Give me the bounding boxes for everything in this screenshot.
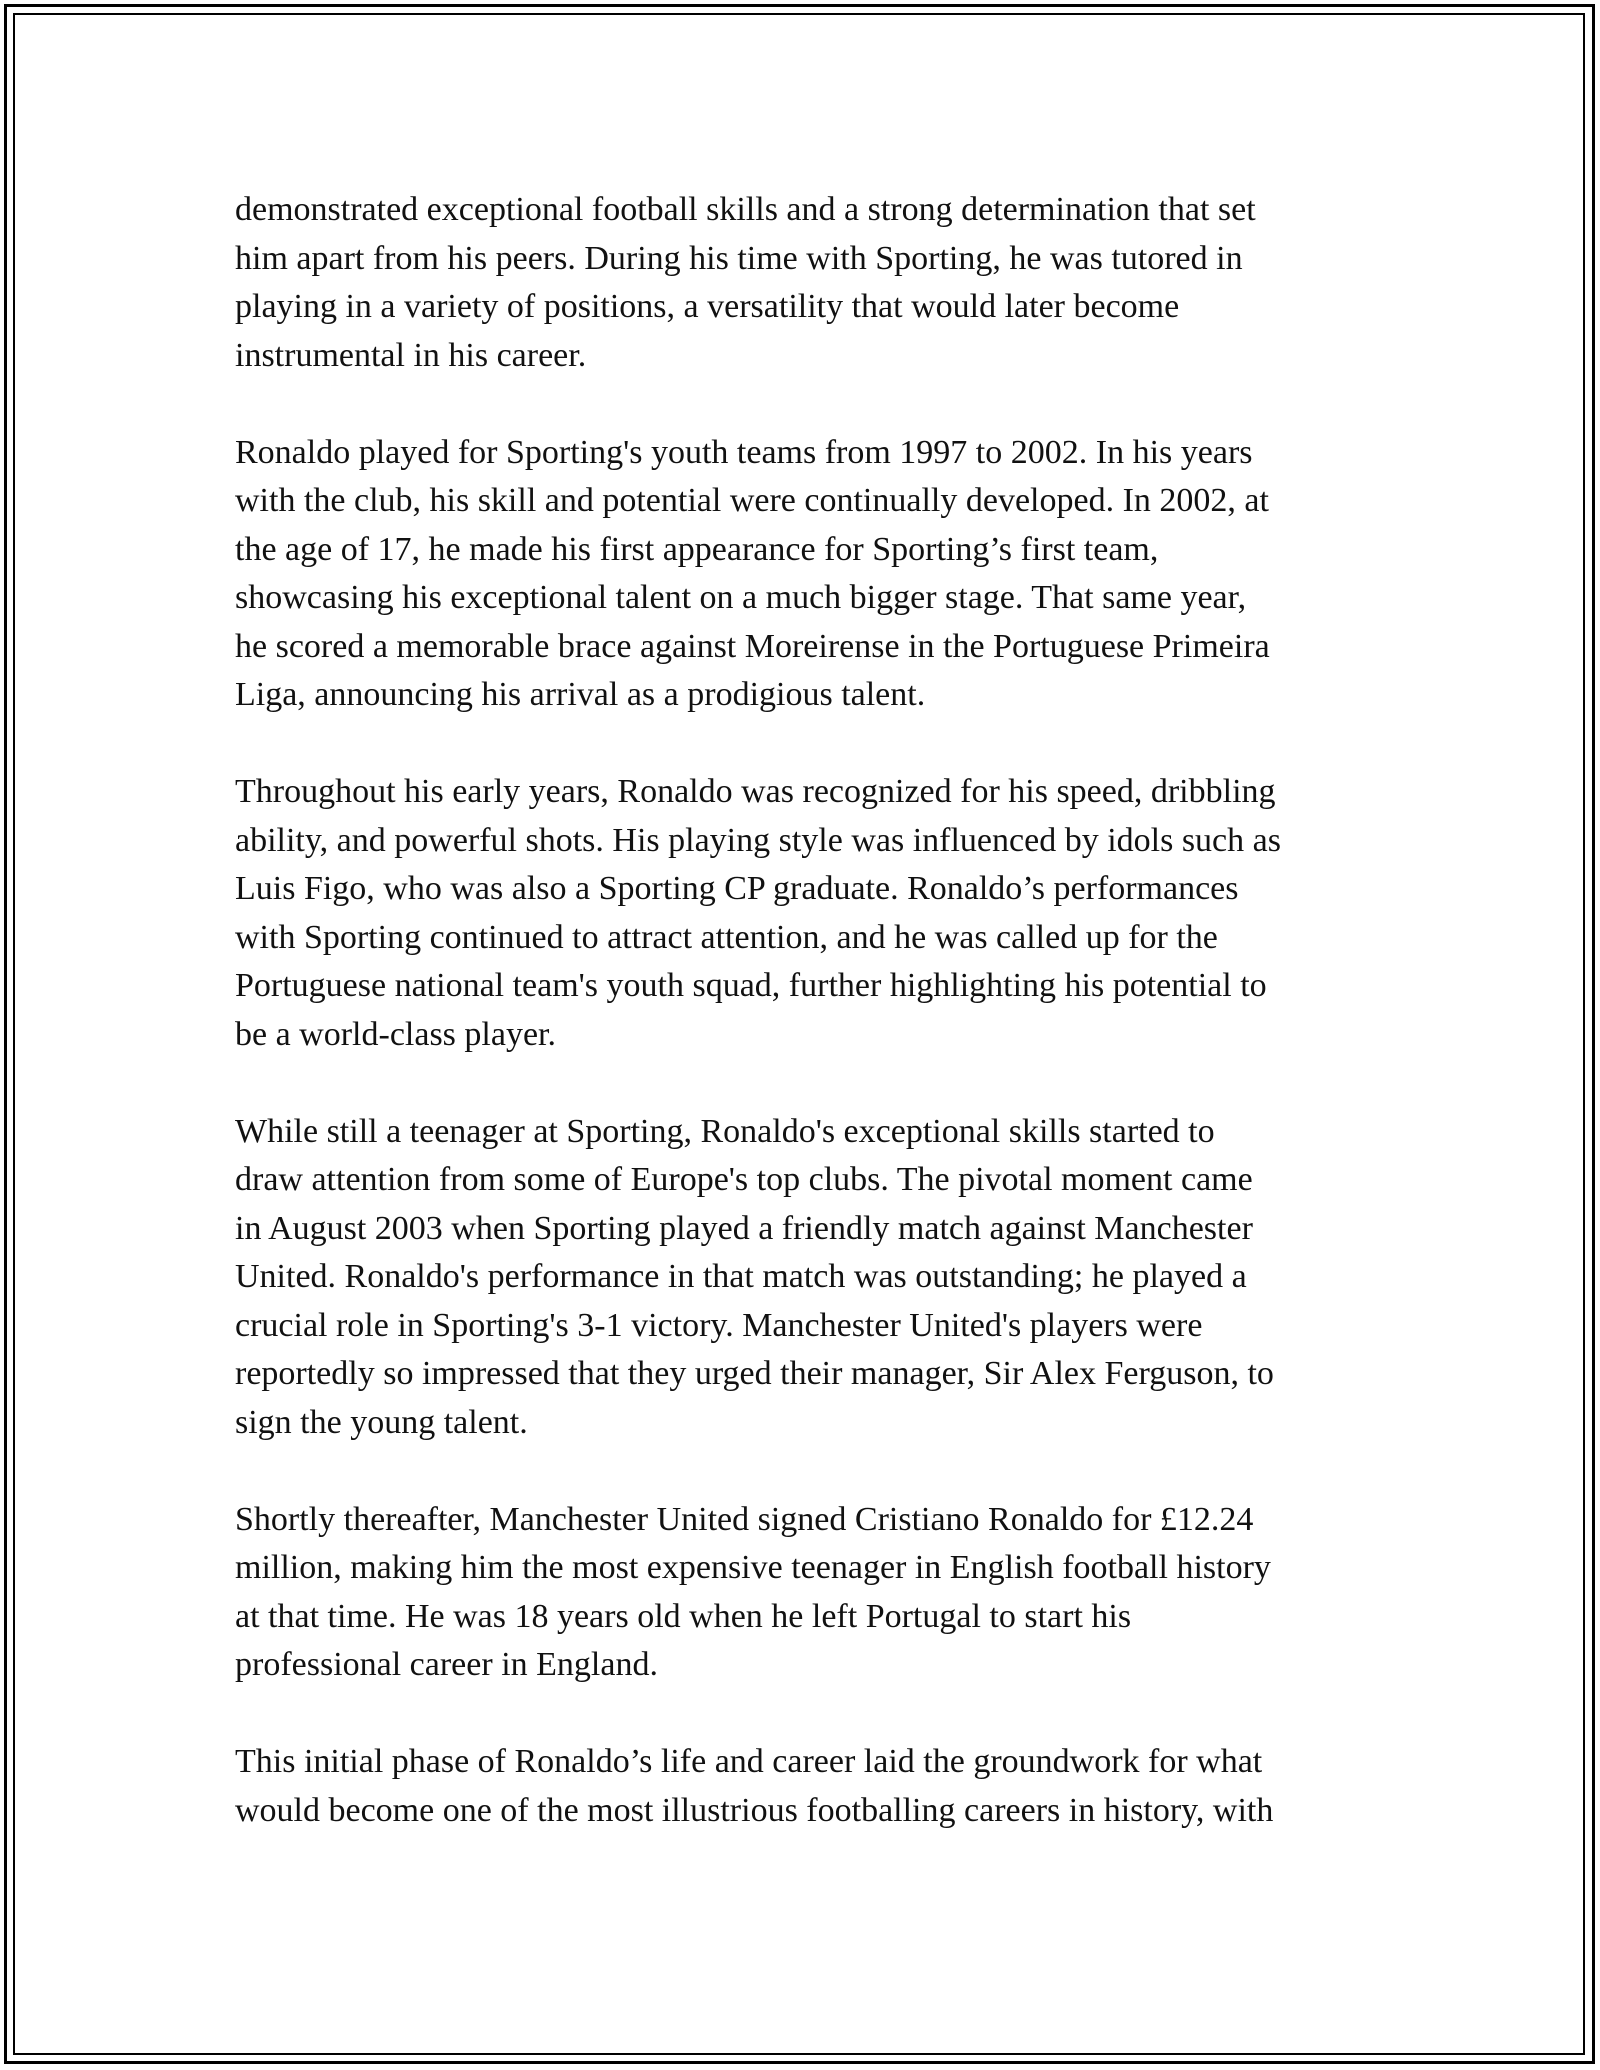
document-body <box>235 186 1370 1835</box>
text-line: Luis Figo, who was also a Sporting CP graduate. Ronaldo’s performances <box>235 870 1239 907</box>
text-line: in August 2003 when Sporting played a friendly match against Manchester <box>235 1209 1253 1247</box>
text-line: sign the young talent. <box>235 1403 528 1441</box>
text-line: at that time. He was 18 years old when he left Portugal to start his <box>235 1597 1132 1635</box>
text-line: the age of 17, he made his first appearance for Sporting’s first team, <box>235 530 1159 568</box>
text-line: demonstrated exceptional football skills and a strong determination that set <box>235 191 1256 228</box>
text-line: crucial role in Sporting's 3-1 victory. Manchester United's players were <box>235 1306 1203 1344</box>
text-line: him apart from his peers. During his time with Sporting, he was tutored in <box>235 239 1243 277</box>
text-line: instrumental in his career. <box>235 336 587 374</box>
text-line: ability, and powerful shots. His playing style was influenced by idols such as <box>235 821 1281 859</box>
text-line: he scored a memorable brace against Moreirense in the Portuguese Primeira <box>235 627 1270 665</box>
text-line: Portuguese national team's youth squad, further highlighting his potential to <box>235 967 1267 1004</box>
text-line: reportedly so impressed that they urged their manager, Sir Alex Ferguson, to <box>235 1355 1274 1392</box>
paragraph <box>235 1496 1370 1690</box>
text-line: with the club, his skill and potential were continually developed. In 2002, at <box>235 482 1269 519</box>
text-line: This initial phase of Ronaldo’s life and career laid the groundwork for what <box>235 1743 1263 1780</box>
text-line: Throughout his early years, Ronaldo was recognized for his speed, dribbling <box>235 773 1276 810</box>
text-line: be a world-class player. <box>235 1015 556 1053</box>
text-line: with Sporting continued to attract attention, and he was called up for the <box>235 918 1218 956</box>
paragraph <box>235 768 1370 1059</box>
text-line: Liga, announcing his arrival as a prodigious talent. <box>235 676 926 713</box>
text-line: professional career in England. <box>235 1646 658 1683</box>
paragraph <box>235 1108 1370 1448</box>
text-line: While still a teenager at Sporting, Ronaldo's exceptional skills started to <box>235 1112 1215 1150</box>
text-line: Shortly thereafter, Manchester United signed Cristiano Ronaldo for £12.24 <box>235 1500 1254 1538</box>
text-line: United. Ronaldo's performance in that match was outstanding; he played a <box>235 1258 1247 1295</box>
paragraph <box>235 1738 1370 1835</box>
paragraph <box>235 186 1370 380</box>
text-line: showcasing his exceptional talent on a much bigger stage. That same year, <box>235 579 1247 616</box>
text-line: Ronaldo played for Sporting's youth teams from 1997 to 2002. In his years <box>235 433 1253 471</box>
paragraph <box>235 429 1370 720</box>
text-line: playing in a variety of positions, a versatility that would later become <box>235 288 1180 325</box>
text-line: draw attention from some of Europe's top clubs. The pivotal moment came <box>235 1161 1253 1198</box>
text-line: million, making him the most expensive teenager in English football history <box>235 1549 1271 1586</box>
text-line: would become one of the most illustrious footballing careers in history, with <box>235 1791 1274 1829</box>
